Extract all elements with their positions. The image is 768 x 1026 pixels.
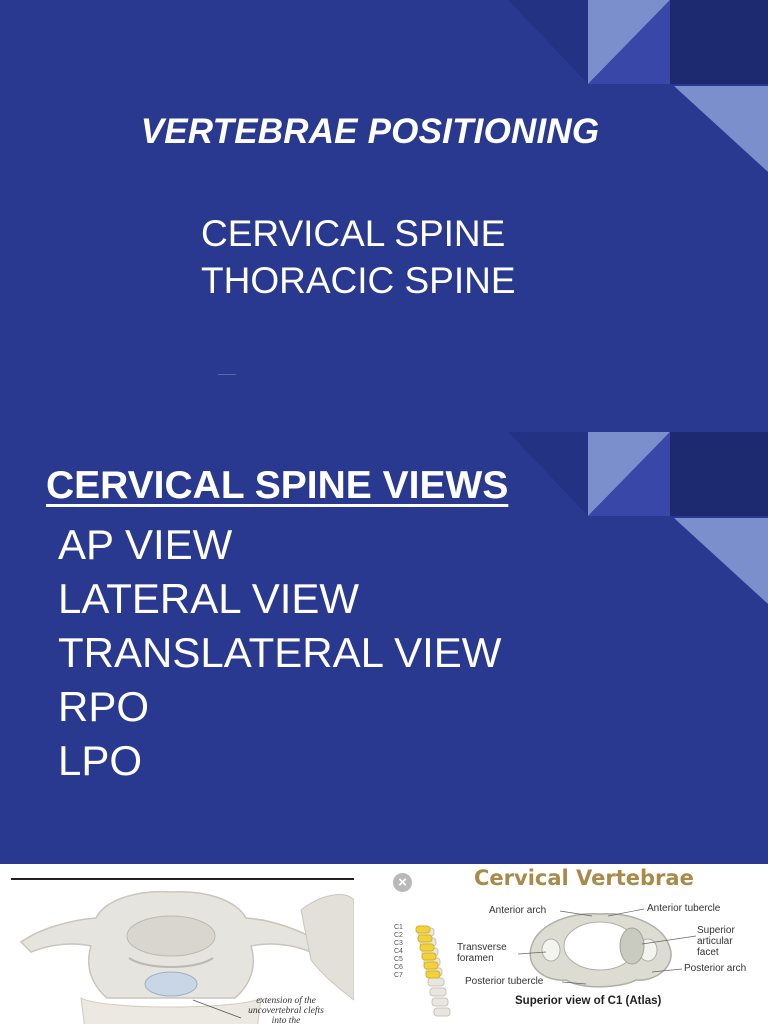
slide-cervical-spine-views: [0, 432, 768, 864]
label-anterior-tubercle: Anterior tubercle: [647, 903, 721, 914]
level-label: C1: [394, 924, 403, 931]
level-label: C4: [394, 948, 403, 955]
deco-dark-triangle: [508, 432, 588, 516]
view-item: RPO: [58, 683, 150, 730]
view-item: AP VIEW: [58, 521, 233, 568]
deco-dark-square: [670, 0, 768, 84]
atlas-panel-title: Cervical Vertebrae: [474, 866, 694, 890]
slide-vertebrae-positioning: [0, 0, 768, 432]
topic-thoracic: THORACIC SPINE: [201, 260, 516, 301]
divider-mark: [218, 374, 236, 375]
level-label: C5: [394, 956, 403, 963]
level-label: C6: [394, 964, 403, 971]
corner-decoration: [508, 432, 768, 612]
slide-title: VERTEBRAE POSITIONING: [140, 112, 600, 151]
views-list: [58, 518, 501, 788]
corner-decoration: [508, 0, 768, 180]
label-superior-articular-facet: Superior articular facet: [697, 925, 735, 958]
deco-light-lower-triangle: [674, 518, 768, 604]
views-heading: CERVICAL SPINE VIEWS: [46, 464, 509, 507]
label-posterior-arch: Posterior arch: [684, 963, 747, 974]
view-item: LPO: [58, 737, 143, 784]
label-transverse-foramen: Transverse foramen: [457, 942, 507, 964]
spine-level-labels: [394, 924, 403, 980]
topic-list: [201, 210, 516, 304]
deco-dark-square: [670, 432, 768, 516]
view-item: LATERAL VIEW: [58, 575, 360, 622]
view-item: TRANSLATERAL VIEW: [58, 629, 502, 676]
uncovertebral-caption: extension of the uncovertebral clefts into the: [248, 996, 324, 1026]
close-icon[interactable]: ×: [393, 873, 412, 892]
atlas-caption: Superior view of C1 (Atlas): [515, 995, 662, 1007]
topic-cervical: CERVICAL SPINE: [201, 213, 506, 254]
label-posterior-tubercle: Posterior tubercle: [465, 976, 544, 987]
level-label: C2: [394, 932, 403, 939]
level-label: C7: [394, 972, 403, 979]
label-anterior-arch: Anterior arch: [489, 905, 547, 916]
deco-dark-triangle: [508, 0, 588, 84]
level-label: C3: [394, 940, 403, 947]
